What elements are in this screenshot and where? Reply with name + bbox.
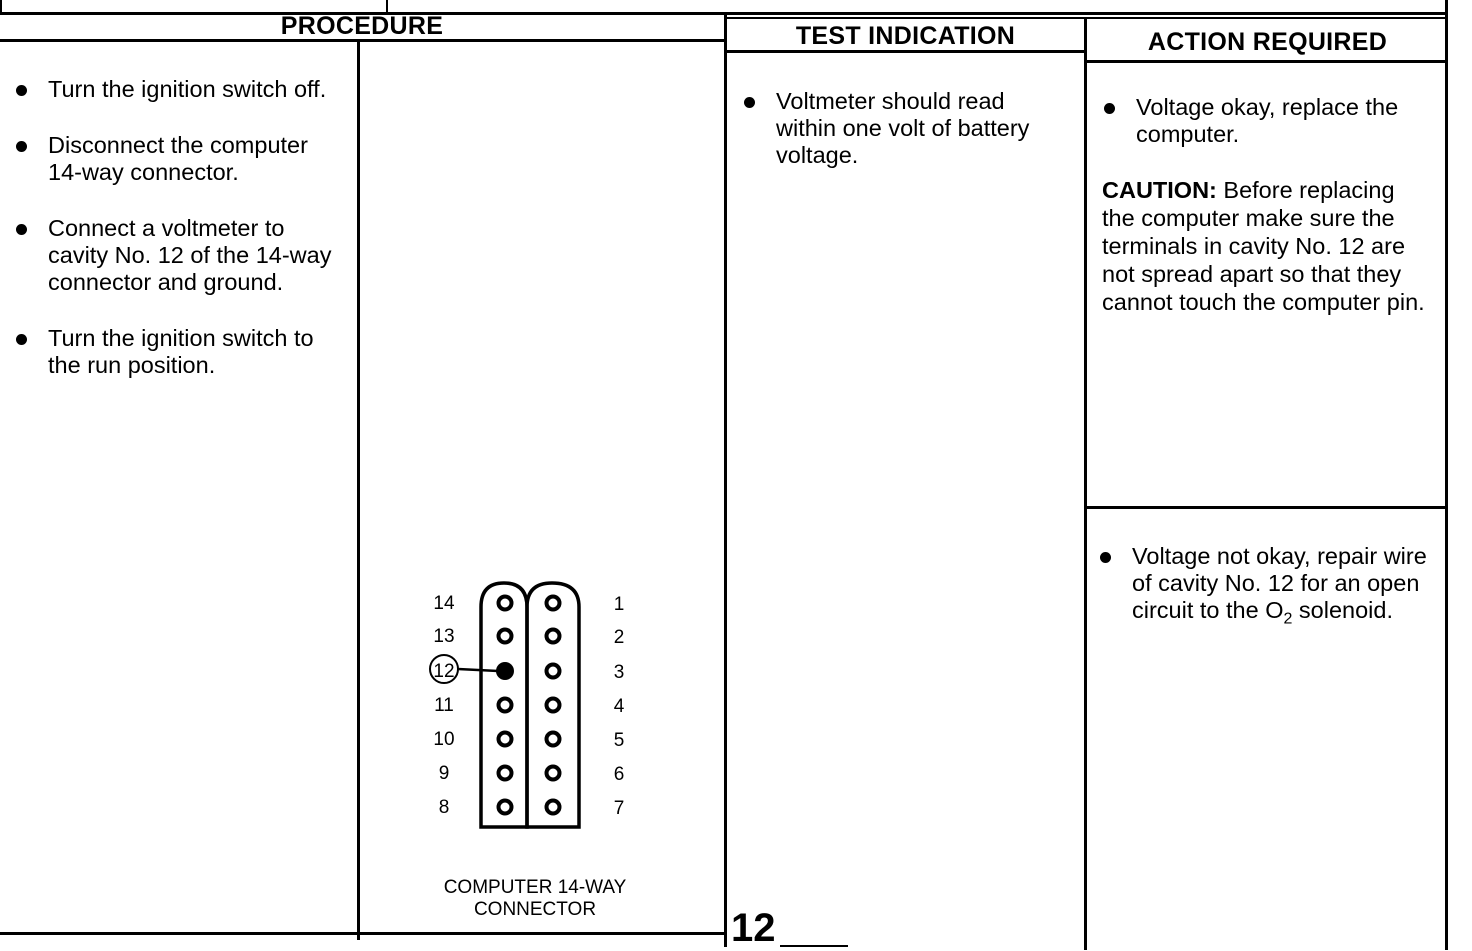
caution-label: CAUTION: — [1102, 177, 1217, 203]
test-indication-list — [742, 88, 1062, 198]
pin — [547, 630, 560, 643]
pin-label-left: 14 — [433, 593, 455, 614]
pin-label-left: 12 — [433, 661, 455, 682]
leader-line — [458, 669, 498, 671]
pin — [499, 767, 512, 780]
connector-caption-line-1: COMPUTER 14-WAY — [443, 877, 627, 898]
pin — [547, 665, 560, 678]
connector-right-column — [527, 583, 579, 827]
procedure-step: Turn the ignition switch to the run position. — [14, 325, 344, 379]
column-divider-procedure-test — [724, 12, 727, 947]
bullet-icon — [16, 141, 27, 152]
procedure-steps — [14, 76, 344, 408]
test-indication-item: Voltmeter should read within one volt of battery voltage. — [742, 88, 1062, 169]
page-number: 12 — [731, 906, 776, 950]
header-procedure: PROCEDURE — [280, 12, 444, 40]
right-border — [1445, 0, 1448, 950]
bullet-icon — [16, 224, 27, 235]
connector-caption-line-2: CONNECTOR — [473, 899, 597, 920]
action-ok-list — [1102, 94, 1402, 177]
pin — [547, 801, 560, 814]
pin — [547, 597, 560, 610]
pin-label-right: 1 — [613, 594, 625, 615]
action-row-divider — [1087, 506, 1445, 509]
pin — [499, 699, 512, 712]
column-divider-procedure-left — [357, 42, 360, 940]
header-test-indication: TEST INDICATION — [795, 22, 1016, 50]
bottom-rule — [0, 932, 724, 935]
bottom-rule-short — [780, 945, 848, 947]
pin — [547, 699, 560, 712]
bullet-icon — [16, 334, 27, 345]
pin — [499, 597, 512, 610]
pin-label-left: 9 — [438, 763, 450, 784]
pin — [547, 733, 560, 746]
caution-note — [1102, 176, 1432, 316]
pin-label-left: 8 — [438, 797, 450, 818]
connector-left-column — [481, 583, 527, 827]
connector-caption — [405, 877, 665, 921]
pin — [499, 801, 512, 814]
column-divider-test-action — [1084, 17, 1087, 950]
bullet-icon — [1100, 552, 1111, 563]
bullet-icon — [744, 97, 755, 108]
pin-label-right: 7 — [613, 798, 625, 819]
action-not-ok-list — [1098, 543, 1436, 662]
subscript-two: 2 — [1283, 610, 1293, 628]
connector-diagram — [420, 575, 650, 835]
pin-label-left: 11 — [434, 695, 454, 716]
pin — [499, 733, 512, 746]
header-rule-action — [1087, 60, 1448, 63]
pin — [499, 630, 512, 643]
pin-label-right: 5 — [613, 730, 625, 751]
bullet-icon — [1104, 103, 1115, 114]
pin-label-right: 4 — [613, 696, 625, 717]
pin-label-right: 2 — [613, 627, 625, 648]
bullet-icon — [16, 85, 27, 96]
pin-label-left: 13 — [433, 626, 455, 647]
pin — [547, 767, 560, 780]
procedure-step: Connect a voltmeter to cavity No. 12 of the 14-way connector and ground. — [14, 215, 344, 296]
action-ok-item: Voltage okay, replace the computer. — [1102, 94, 1402, 148]
pin-label-right: 6 — [613, 764, 625, 785]
caution-text: Before replacing the computer make sure the terminals in cavity No. 12 are not spread apart so that they cannot touch the computer pin. — [1102, 177, 1425, 315]
header-action-required: ACTION REQUIRED — [1147, 28, 1388, 56]
procedure-step: Disconnect the computer 14-way connector. — [14, 132, 344, 186]
pin-label-right: 3 — [613, 662, 625, 683]
header-top-test — [727, 17, 1447, 19]
pin-label-left: 10 — [433, 729, 455, 750]
pin-filled — [496, 662, 514, 680]
procedure-step: Turn the ignition switch off. — [14, 76, 344, 103]
action-not-ok-item: Voltage not okay, repair wire of cavity No. 12 for an open circuit to the $O_2$ solenoid. — [1098, 543, 1436, 633]
